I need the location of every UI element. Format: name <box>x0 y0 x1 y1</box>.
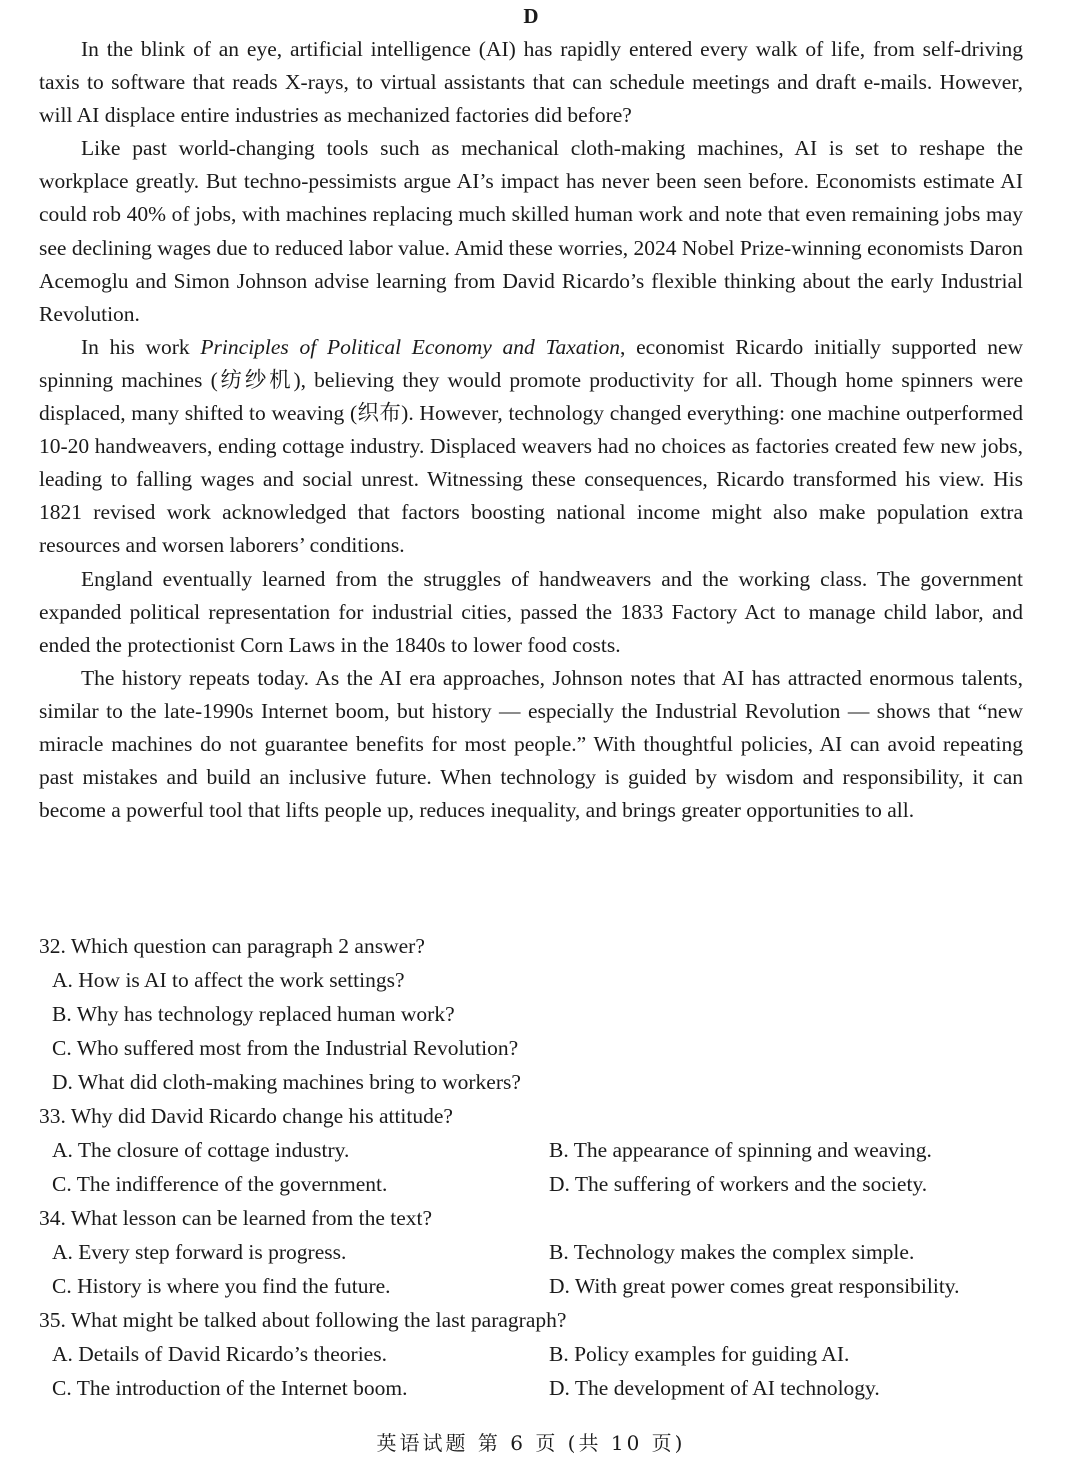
paragraph-3-intro: In his work <box>81 334 201 359</box>
book-title: Principles of Political Economy and Taxation <box>200 334 620 359</box>
passage <box>39 33 1023 827</box>
question-34 <box>39 1201 1023 1303</box>
paragraph-5: The history repeats today. As the AI era approaches, Johnson notes that AI has attracted enormous talents, similar to the late-1990s Internet boom, but history — especially the Industrial Revolution — shows that “new miracle machines do not guarantee benefits for most people.” With thoughtful policies, AI can avoid repeating past mistakes and build an inclusive future. When technology is guided by wisdom and responsibility, it can become a powerful tool that lifts people up, reduces inequality, and brings greater opportunities to all. <box>39 665 1023 823</box>
question-stem: 34. What lesson can be learned from the text? <box>39 1206 433 1230</box>
option-d: D. What did cloth-making machines bring to workers? <box>52 1070 521 1094</box>
passage-label: D <box>523 4 539 28</box>
paragraph-2: Like past world-changing tools such as mechanical cloth-making machines, AI is set to reshape the workplace greatly. But techno-pessimists argue AI’s impact has never been seen before. Economists estimate AI could rob 40% of jobs, with machines replacing much skilled human work and note that even remaining jobs may see declining wages due to reduced labor value. Amid these worries, 2024 Nobel Prize-winning economists Daron Acemoglu and Simon Johnson advise learning from David Ricardo’s flexible thinking about the early Industrial Revolution. <box>39 136 1023 326</box>
paragraph-1: In the blink of an eye, artificial intelligence (AI) has rapidly entered every walk of life, from self-driving taxis to software that reads X-rays, to virtual assistants that can schedule meetings and draft e-mails. However, will AI displace entire industries as mechanized factories did before? <box>39 37 1023 128</box>
paragraph-3-body: , economist Ricardo initially supported new spinning machines (纺纱机), believing they would promote productivity for all. Though home spinners were displaced, many shifted to weaving (织布). However, technology changed everything: one machine outperformed 10-20 handweavers, ending cottage industry. Displaced weavers had no choices as factories created few new jobs, leading to falling wages and social unrest. Witnessing these consequences, Ricardo transformed his view. His 1821 revised work acknowledged that factors boosting national income might also make population extra resources and worsen laborers’ conditions. <box>39 334 1024 558</box>
question-35 <box>39 1303 1023 1405</box>
option-a: A. The closure of cottage industry. <box>52 1138 350 1162</box>
question-33 <box>39 1099 1023 1201</box>
option-d: D. With great power comes great responsibility. <box>549 1274 960 1298</box>
question-stem: 35. What might be talked about following the last paragraph? <box>39 1308 567 1332</box>
option-a: A. How is AI to affect the work settings? <box>52 968 405 992</box>
question-list <box>39 929 1023 1405</box>
option-d: D. The suffering of workers and the society. <box>549 1172 928 1196</box>
option-d: D. The development of AI technology. <box>549 1376 880 1400</box>
option-b: B. Why has technology replaced human work? <box>52 1002 455 1026</box>
option-c: C. History is where you find the future. <box>52 1274 391 1298</box>
option-c: C. The indifference of the government. <box>52 1172 388 1196</box>
paragraph-4: England eventually learned from the struggles of handweavers and the working class. The government expanded political representation for industrial cities, passed the 1833 Factory Act to manage child labor, and ended the protectionist Corn Laws in the 1840s to lower food costs. <box>39 566 1023 657</box>
option-a: A. Every step forward is progress. <box>52 1240 347 1264</box>
option-c: C. The introduction of the Internet boom. <box>52 1376 408 1400</box>
option-b: B. The appearance of spinning and weaving. <box>549 1138 932 1162</box>
page-footer: 英语试题 第 6 页 (共 10 页) <box>376 1431 686 1455</box>
option-b: B. Technology makes the complex simple. <box>549 1240 915 1264</box>
question-32 <box>39 929 1023 1099</box>
question-stem: 32. Which question can paragraph 2 answer? <box>39 934 425 958</box>
option-a: A. Details of David Ricardo’s theories. <box>52 1342 387 1366</box>
option-b: B. Policy examples for guiding AI. <box>549 1342 850 1366</box>
option-c: C. Who suffered most from the Industrial Revolution? <box>52 1036 519 1060</box>
paragraph-3 <box>39 331 1023 563</box>
question-stem: 33. Why did David Ricardo change his attitude? <box>39 1104 453 1128</box>
